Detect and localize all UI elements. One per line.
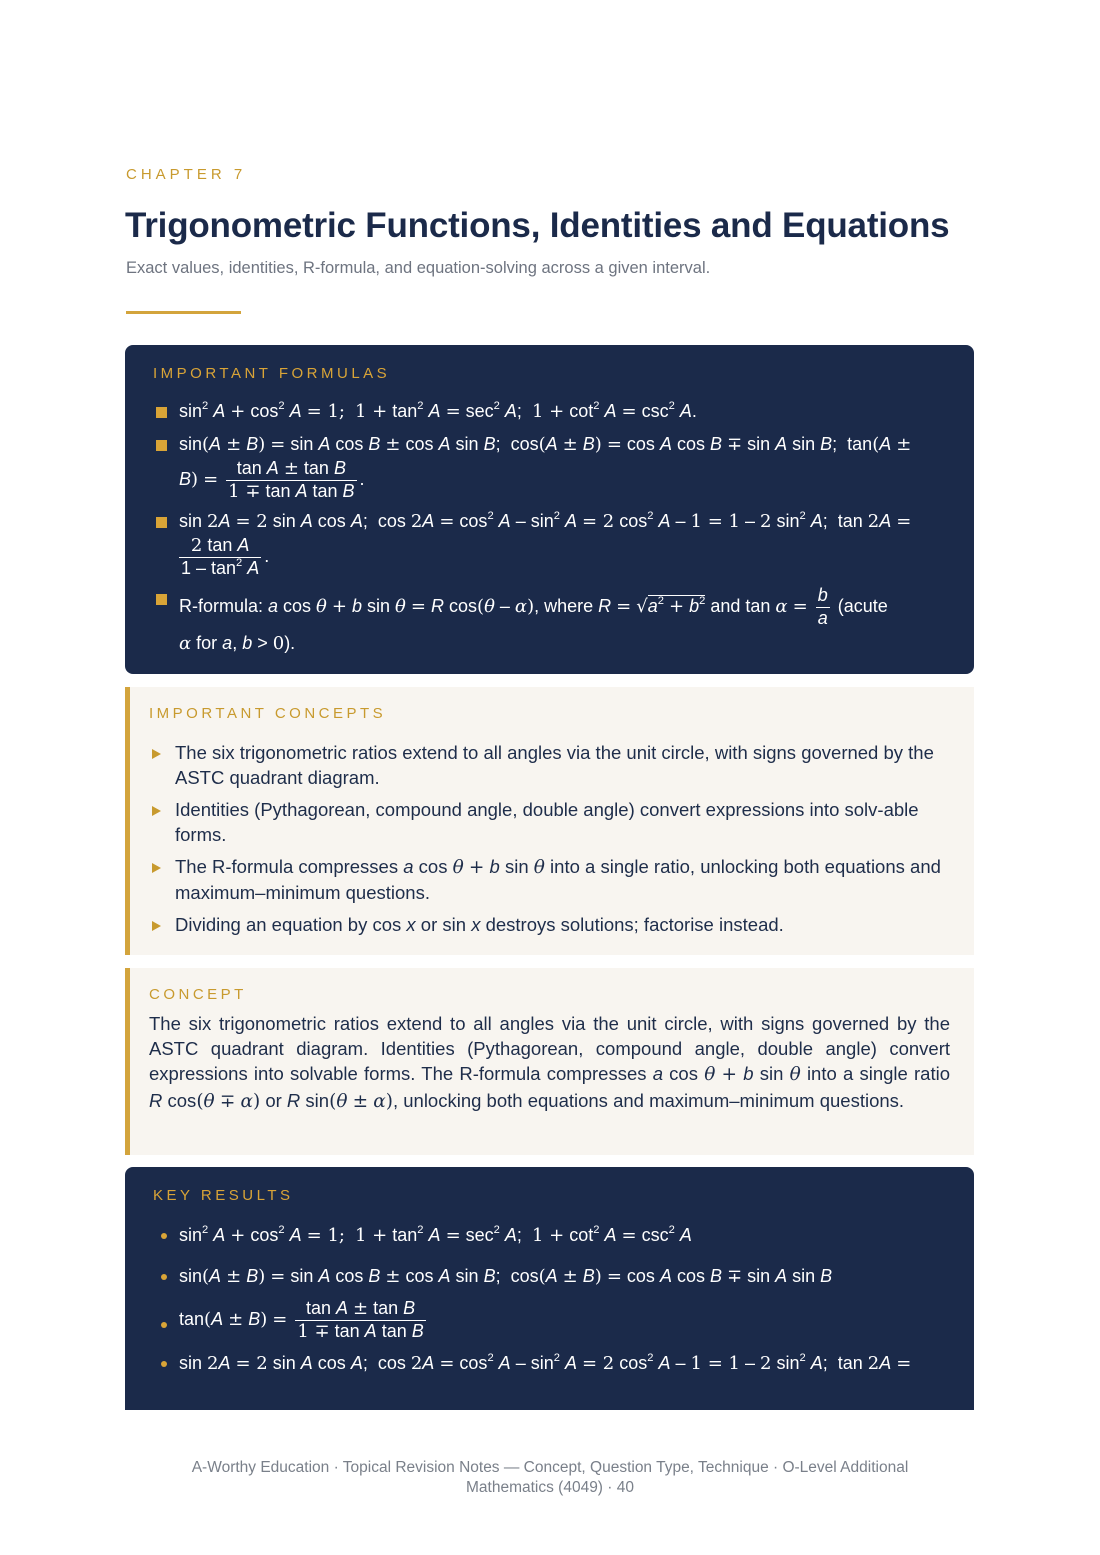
key-results-box (125, 1167, 974, 1410)
key-results-heading: KEY RESULTS (153, 1187, 294, 1204)
square-bullet-icon (156, 440, 167, 451)
square-bullet-icon (156, 407, 167, 418)
important-concepts-box (125, 687, 974, 955)
formula-item: R-formula: a cos θ + b sin θ = R cos(θ – α), where $R = √a^2 + b^2$ and tan α = $\frac{b}{a}$ (acute α for a, b > 0). (153, 585, 946, 656)
formula-item: sin(A ± B) = sin A cos B ± cos A sin B; cos(A ± B) = cos A cos B ∓ sin A sin B; tan(A ± B) = $\frac{\text{tan A ± tan B}}{\text{1 ∓ tan A tan B}}$ . (153, 431, 946, 502)
concepts-list (149, 740, 950, 937)
triangle-bullet-icon (152, 806, 161, 816)
triangle-bullet-icon (152, 921, 161, 931)
result-item: tan(A ± B) = $\frac{\text{tan A ± tan B}}{\text{1 ∓ tan A tan B}}$ (153, 1298, 946, 1342)
fraction: $\frac{\text{tan A ± tan B}}{\text{1 ∓ tan A tan B}}$ (228, 458, 355, 502)
page-footer: A-Worthy Education · Topical Revision Notes — Concept, Question Type, Technique · O-Level Additional Mathematics (4049) · 40 (191, 1459, 909, 1496)
dot-bullet-icon (161, 1322, 167, 1328)
concept-heading: CONCEPT (149, 986, 247, 1003)
square-bullet-icon (156, 517, 167, 528)
concepts-heading: IMPORTANT CONCEPTS (149, 705, 387, 722)
dot-bullet-icon (161, 1361, 167, 1367)
page-subtitle: Exact values, identities, R-formula, and equation-solving across a given interval. (126, 259, 711, 277)
important-formulas-box (125, 345, 974, 674)
triangle-bullet-icon (152, 749, 161, 759)
result-item: sin(A ± B) = sin A cos B ± cos A sin B; cos(A ± B) = cos A cos B ∓ sin A sin B (153, 1263, 946, 1290)
fraction: $\frac{b}{a}$ (817, 585, 828, 628)
formulas-list (153, 398, 946, 657)
page-title: Trigonometric Functions, Identities and Equations (125, 206, 950, 245)
dot-bullet-icon (161, 1233, 167, 1239)
concept-box (125, 968, 974, 1155)
fraction: $\frac{\text{2 tan A}}{1 - \tan^2 A}$ (181, 535, 260, 578)
chapter-kicker: CHAPTER 7 (126, 166, 247, 183)
square-bullet-icon (156, 594, 167, 605)
result-item: $\sin^2 A + \cos^2 A = 1$; $1 + \tan^2 A = \sec^2 A$; $1 + \cot^2 A = \csc^2 A$ (153, 1222, 946, 1249)
dot-bullet-icon (161, 1274, 167, 1280)
title-rule (126, 311, 241, 314)
concept-item: The R-formula compresses a cos θ + b sin θ into a single ratio, unlocking both equations and maximum–minimum questions. (149, 854, 950, 905)
result-item: sin 2A = 2 sin A cos A; $\cos 2A = \cos^2 A - \sin^2 A = 2$ $\cos^2 A - 1 = 1 - 2$ $\sin^2 A$; tan 2A = (153, 1350, 946, 1377)
concept-item: Dividing an equation by cos x or sin x destroys solutions; factorise instead. (149, 912, 950, 937)
formulas-heading: IMPORTANT FORMULAS (153, 365, 391, 382)
fraction: $\frac{\text{tan A ± tan B}}{\text{1 ∓ tan A tan B}}$ (297, 1298, 424, 1342)
triangle-bullet-icon (152, 863, 161, 873)
concept-item: Identities (Pythagorean, compound angle, double angle) convert expressions into solv-able forms. (149, 797, 950, 847)
concept-paragraph: The six trigonometric ratios extend to all angles via the unit circle, with signs governed by the ASTC quadrant diagram. Identities (Pythagorean, compound angle, double angle) convert expressions into solvable forms. The R-formula compresses a cos θ + b sin θ into a single ratio R cos(θ ∓ α) or R sin(θ ± α), unlocking both equations and maximum–minimum questions. (149, 1013, 950, 1112)
formula-item: $\sin^2 A + \cos^2 A = 1$; $1 + \tan^2 A = \sec^2 A$; $1 + \cot^2 A = \csc^2 A$. (153, 398, 946, 425)
key-results-list (153, 1222, 946, 1377)
concept-item: The six trigonometric ratios extend to all angles via the unit circle, with signs governed by the ASTC quadrant diagram. (149, 740, 950, 790)
formula-item: sin 2A = 2 sin A cos A; $\cos 2A = \cos^2 A - \sin^2 A = 2$ $\cos^2 A - 1 = 1 - 2$ $\sin^2 A$; tan 2A = $\frac{\text{2 tan A}}{1 - \tan^2 A}$ . (153, 508, 946, 579)
